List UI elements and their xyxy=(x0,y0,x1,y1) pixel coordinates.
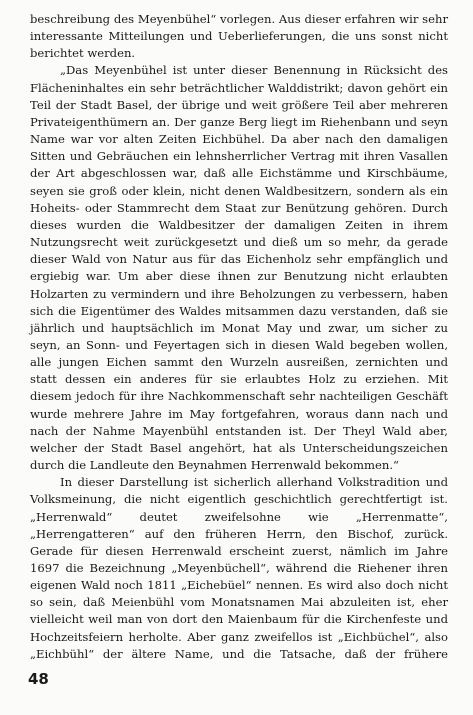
body-text xyxy=(30,11,448,663)
page-number: 48 xyxy=(28,670,49,688)
paragraph-commentary: In dieser Darstellung ist sicherlich allerhand Volkstradition und Volksmeinung, die nicht eigentlich geschichtlich gerechtfertigt ist. „Herrenwald“ deutet zweifelsohne wie „Herrenmatte“, „Herrengatteren“ auf den früheren Herrn, den Bischof, zurück. Gerade für diesen Herrenwald erscheint zuerst, nämlich im Jahre 1697 die Bezeichnung „Meyenbüchell“, während die Riehener ihren eigenen Wald noch 1811 „Eichebüel“ nennen. Es wird also doch nicht so sein, daß Meienbühl vom Monatsnamen Mai abzuleiten ist, eher vielleicht weil man von dort den Maienbaum für die Kirchenfeste und Hochzeitsfeiern herholte. Aber ganz zweifellos ist „Eichbüchel“, also „Eichbühl“ der ältere Name, und die Tatsache, daß der frühere xyxy=(30,475,448,661)
paragraph-quote: „Das Meyenbühel ist unter dieser Benennung in Rücksicht des Flächeninhaltes ein sehr beträchtlicher Walddistrikt; davon gehört ein Teil der Stadt Basel, der übrige und weit größere Teil aber mehreren Privateigenthümern an. Der ganze Berg liegt im Riehenbann und seyn Name war vor alten Zeiten Eichbühel. Da aber nach den damaligen Sitten und Gebräuchen ein lehnsherrlicher Vertrag mit ihren Vasallen der Art abgeschlossen war, daß alle Eichstämme und Kirschbäume, seyen sie groß oder klein, nicht denen Waldbesitzern, sondern als ein Hoheits- oder Stammrecht dem Staat zur Benützung gehören. Durch dieses wurden die Waldbesitzer der damaligen Zeiten in ihrem Nutzungsrecht weit zurückgesetzt und dieß um so mehr, da gerade dieser Wald von Natur aus für das Eichenholz sehr empfänglich und ergiebig war. Um aber diese ihnen zur Benutzung nicht erlaubten Holzarten zu vermindern und ihre Beholzungen zu verbessern, haben sich die Eigentümer des Waldes mitsammen dazu verstanden, daß sie jährlich und hauptsächlich im Monat May und zwar, um sicher zu seyn, an Sonn- und Feyertagen sich in diesen Wald begeben wollen, alle jungen Eichen sammt den Wurzeln ausreißen, zernichten und statt dessen ein anderes für sie erlaubtes Holz zu erziehen. Mit diesem jedoch für ihre Nachkommenschaft sehr nachteiligen Geschäft wurde mehrere Jahre im May fortgefahren, woraus dann nach und nach der Nahme Mayenbühl entstanden ist. Der Theyl Wald aber, welcher der Stadt Basel angehört, hat als Unterscheidungszeichen durch die Landleute den Beynahmen Herrenwald bekommen.“ xyxy=(30,63,448,473)
paragraph-continuation: beschreibung des Meyenbühel“ vorlegen. Aus dieser erfahren wir sehr interessante Mitteilungen und Ueberlieferungen, die uns sonst nicht berichtet werden. xyxy=(30,12,448,61)
